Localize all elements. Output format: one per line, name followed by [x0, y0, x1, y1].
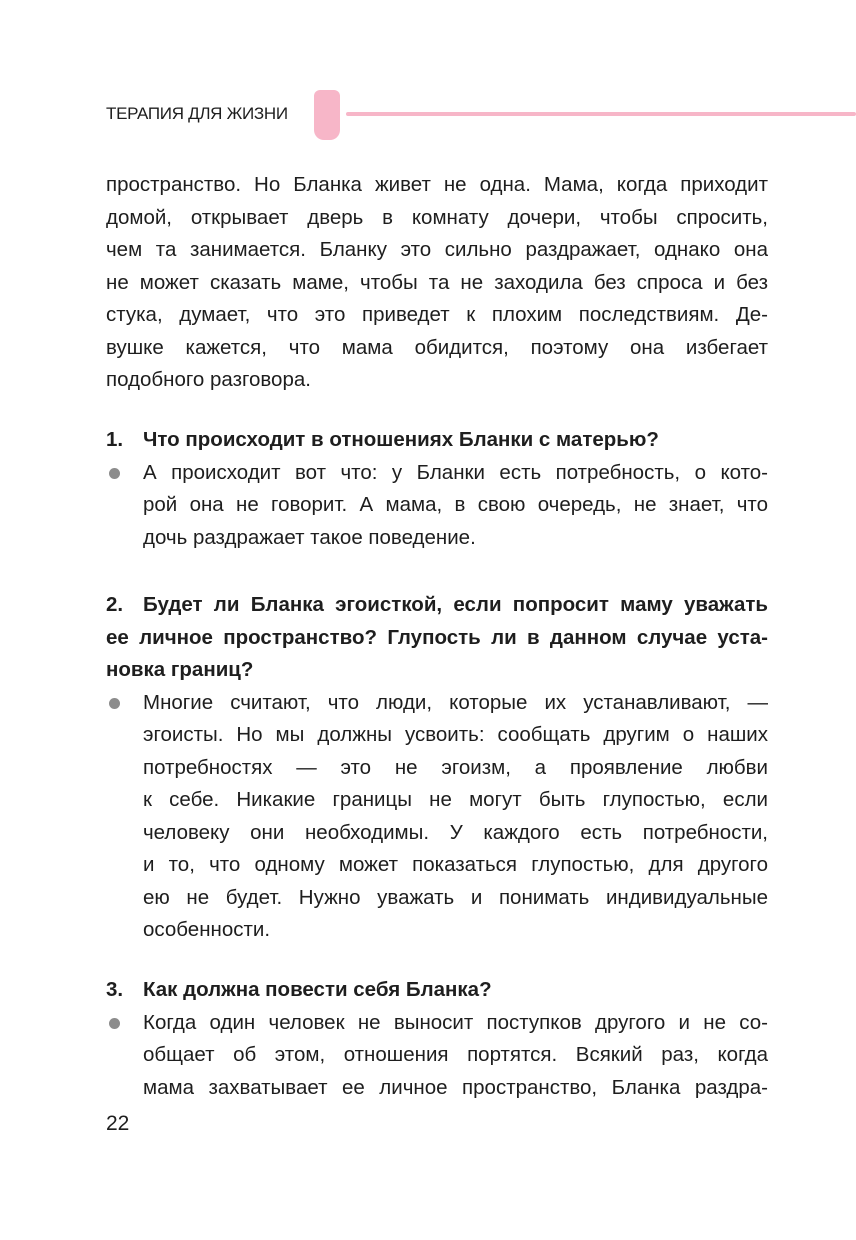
text-line: ею не будет. Нужно уважать и понимать индивидуальные — [143, 885, 768, 909]
answer — [106, 1007, 768, 1105]
text-line: вушке кажется, что мама обидится, поэтому она избегает — [106, 335, 768, 359]
question-number: 3. — [106, 978, 124, 1001]
bullet-icon — [109, 1018, 120, 1029]
page-number: 22 — [106, 1112, 130, 1135]
bullet-icon — [109, 468, 120, 479]
answer — [106, 457, 768, 555]
text-line: эгоисты. Но мы должны усвоить: сообщать другим о наших — [143, 723, 768, 746]
text-line: дочь раздражает такое поведение. — [143, 525, 476, 549]
question-2 — [106, 589, 768, 947]
question-number: 2. — [106, 593, 124, 616]
text-line: пространство. Но Бланка живет не одна. Мама, когда приходит — [106, 173, 768, 196]
text-line: мама захватывает ее личное пространство, Бланка раздра- — [143, 1075, 768, 1099]
question-heading — [106, 424, 768, 457]
text-line: подобного разговора. — [106, 368, 311, 391]
text-line: не может сказать маме, чтобы та не заходила без спроса и без — [106, 270, 768, 294]
question-text: новка границ? — [106, 658, 254, 681]
intro-paragraph — [106, 169, 768, 397]
pink-tab-decoration — [314, 90, 340, 140]
text-line: особенности. — [143, 918, 271, 941]
question-1 — [106, 424, 768, 554]
question-text: Что происходит в отношениях Бланки с матерью? — [143, 428, 659, 451]
question-text: ее личное пространство? Глупость ли в данном случае уста- — [106, 625, 768, 649]
question-3 — [106, 974, 768, 1104]
question-text: Будет ли Бланка эгоисткой, если попросит маму уважать — [143, 593, 768, 616]
text-line: Многие считают, что люди, которые их устанавливают, — — [143, 690, 768, 714]
text-line: рой она не говорит. А мама, в свою очередь, не знает, что — [143, 493, 768, 516]
running-header: ТЕРАПИЯ ДЛЯ ЖИЗНИ — [106, 104, 288, 123]
pink-rule-decoration — [346, 112, 856, 116]
text-line: А происходит вот что: у Бланки есть потребность, о кото- — [143, 460, 768, 484]
text-line: домой, открывает дверь в комнату дочери, чтобы спросить, — [106, 205, 768, 229]
text-line: стука, думает, что это приведет к плохим последствиям. Де- — [106, 303, 768, 326]
text-line: общает об этом, отношения портятся. Всякий раз, когда — [143, 1043, 768, 1066]
text-line: и то, что одному может показаться глупостью, для другого — [143, 853, 768, 876]
question-heading — [106, 589, 768, 687]
text-line: чем та занимается. Бланку это сильно раздражает, однако она — [106, 238, 768, 261]
question-number: 1. — [106, 428, 124, 451]
answer — [106, 687, 768, 947]
text-line: к себе. Никакие границы не могут быть глупостью, если — [143, 788, 768, 811]
question-heading — [106, 974, 768, 1007]
text-line: Когда один человек не выносит поступков другого и не со- — [143, 1010, 768, 1034]
text-line: человеку они необходимы. У каждого есть потребности, — [143, 820, 768, 844]
question-text: Как должна повести себя Бланка? — [143, 978, 492, 1001]
text-line: потребностях — это не эгоизм, а проявление любви — [143, 755, 768, 779]
bullet-icon — [109, 698, 120, 709]
